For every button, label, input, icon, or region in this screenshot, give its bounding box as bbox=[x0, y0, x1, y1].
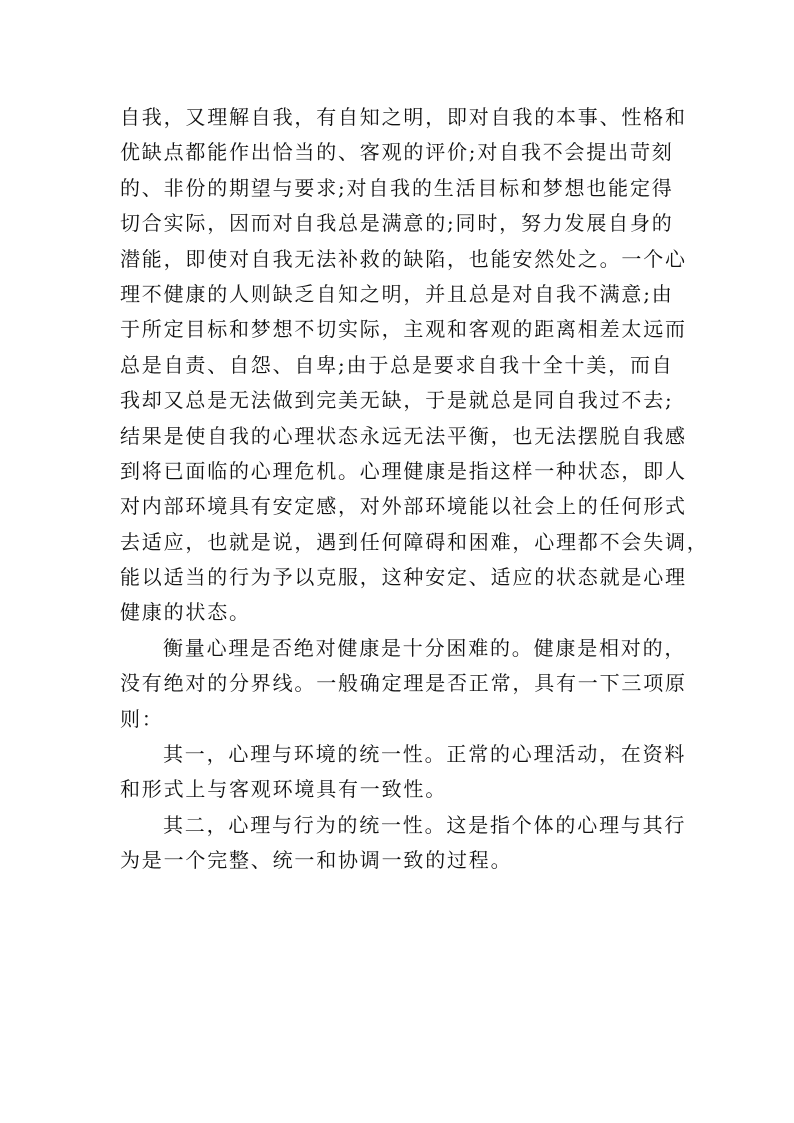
text-line: 其一，心理与环境的统一性。正常的心理活动，在资料 bbox=[163, 742, 687, 767]
text-line: 衡量心理是否绝对健康是十分困难的。健康是相对的， bbox=[163, 635, 687, 660]
text-line: 我却又总是无法做到完美无缺，于是就总是同自我过不去; bbox=[120, 388, 674, 413]
text-line: 自我，又理解自我，有自知之明，即对自我的本事、性格和 bbox=[120, 105, 687, 129]
text-line: 为是一个完整、统一和协调一致的过程。 bbox=[120, 848, 513, 873]
paragraph-2 bbox=[120, 631, 687, 737]
paragraph-4 bbox=[120, 808, 687, 879]
text-line: 切合实际，因而对自我总是满意的;同时，努力发展自身的 bbox=[120, 211, 674, 236]
text-line: 其二，心理与行为的统一性。这是指个体的心理与其行 bbox=[163, 812, 687, 837]
text-line: 到将已面临的心理危机。心理健康是指这样一种状态，即人 bbox=[120, 458, 687, 483]
text-line: 结果是使自我的心理状态永远无法平衡，也无法摆脱自我感 bbox=[120, 423, 687, 448]
paragraph-3 bbox=[120, 737, 687, 808]
text-line: 的、非份的期望与要求;对自我的生活目标和梦想也能定得 bbox=[120, 175, 674, 200]
text-line: 优缺点都能作出恰当的、客观的评价;对自我不会提出苛刻 bbox=[120, 140, 674, 165]
body-text bbox=[120, 100, 709, 879]
text-line: 则： bbox=[120, 706, 164, 731]
text-line: 于所定目标和梦想不切实际，主观和客观的距离相差太远而 bbox=[120, 317, 687, 342]
text-line: 对内部环境具有安定感，对外部环境能以社会上的任何形式 bbox=[120, 494, 687, 519]
paragraph-1 bbox=[120, 100, 709, 631]
text-line: 能以适当的行为予以克服，这种安定、适应的状态就是心理 bbox=[120, 565, 687, 590]
text-line: 健康的状态。 bbox=[120, 600, 251, 625]
text-line: 没有绝对的分界线。一般确定理是否正常，具有一下三项原 bbox=[120, 671, 687, 696]
text-line: 总是自责、自怨、自卑;由于总是要求自我十全十美，而自 bbox=[120, 352, 674, 377]
text-line: 潜能，即使对自我无法补救的缺陷，也能安然处之。一个心 bbox=[120, 246, 687, 271]
text-line: 理不健康的人则缺乏自知之明，并且总是对自我不满意;由 bbox=[120, 281, 674, 306]
text-line: 和形式上与客观环境具有一致性。 bbox=[120, 777, 447, 802]
text-line: 去适应，也就是说，遇到任何障碍和困难，心理都不会失调， bbox=[120, 529, 709, 554]
